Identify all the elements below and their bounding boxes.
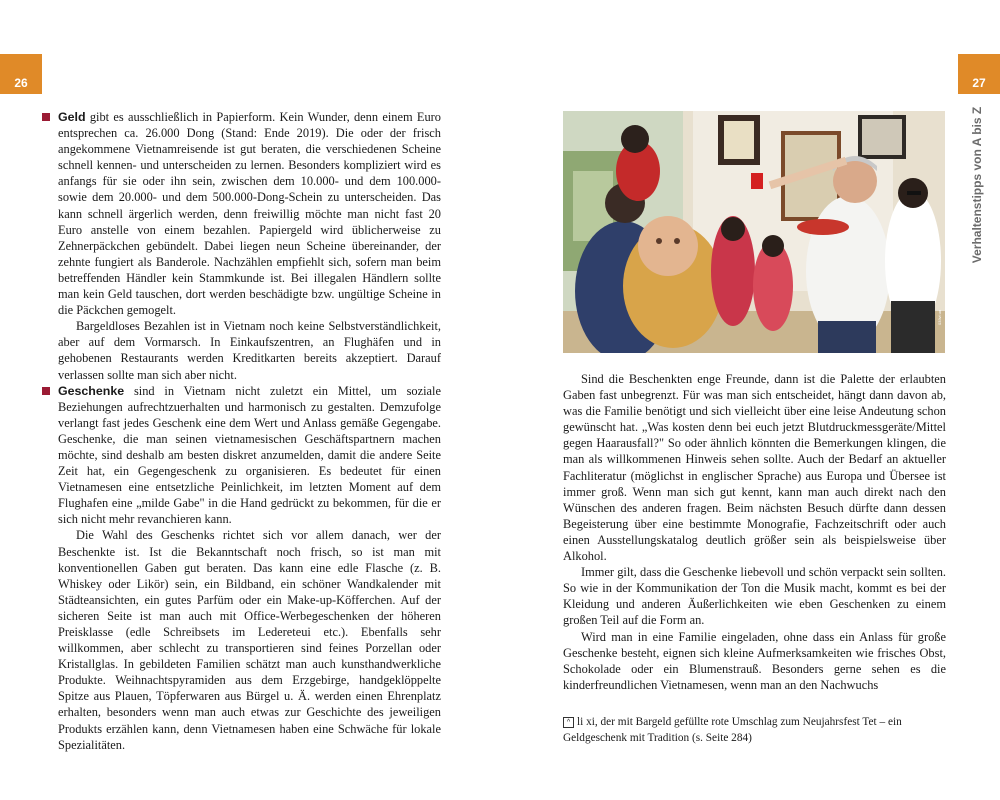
geld-text: gibt es ausschließlich in Papierform. Kein Wunder, denn einem Euro entsprechen ca. 26.000 Dong (Stand: Ende 2019). Die oder der frisch angekommene Vietnamreisende ist gut beraten, die verschiedenen Scheine schnell kennen- und unterscheiden zu lernen. Besonders kompliziert wird es anfangs für sie oder ihn sein, zwischen dem 10.000- und dem 100.000- sowie dem 20.000- und dem 500.000-Dong-Schein zu unterscheiden. Das kann schnell ärgerlich werden, denn freiwillig möchte man nicht fast 20 Euro anstelle von einem bezahlen. Papiergeld wird üblicherweise zu Zehnerpäckchen gebündelt. Dabei liegen neun Scheine übereinander, der zehnte fungiert als Banderole. Nachzählen empfiehlt sich, sofern man beim betreffenden Händler kein Stammkunde ist. Bei illegalen Händlern sollte man kein Geld tauschen, dort werden beschädigte bzw. ungültige Scheine in die Päckchen gemogelt. bbox=[58, 110, 441, 318]
photo-credit: 033vi ua bbox=[937, 309, 942, 325]
geschenke-text: sind in Vietnam nicht zuletzt ein Mittel, um soziale Beziehungen aufrechtzuerhalten und harmonisch zu gestalten. Demzufolge verlangt fast jedes Geschenk eine dem Wert und Anlass gemäße Gegengabe. Geschenke, die man seinen vietnamesischen Geschäftspartnern machen möchte, sind deshalb am besten diskret anzumelden, damit die andere Seite Zeit hat, ein Gegengeschenk zu organisieren. Es bedeutet für einen Vietnamesen eine entsetzliche Peinlichkeit, im letzten Moment auf dem Flughafen eine „milde Gabe" in die Hand gedrückt zu bekommen, für die er sich nicht mehr revanchieren kann. bbox=[58, 383, 441, 527]
geld-term: Geld bbox=[58, 110, 86, 124]
family-gift-photo bbox=[563, 111, 945, 353]
geld-paragraph-2: Bargeldloses Bezahlen ist in Vietnam noch keine Selbstverständlichkeit, aber auf dem Vormarsch. In Einkaufszentren, an Flughäfen und in gehobenen Restaurants werden Kreditkarten bereits akzeptiert. Darauf verlassen sollte man sich aber nicht. bbox=[58, 319, 441, 382]
bullet-marker-icon bbox=[42, 387, 50, 395]
running-title bbox=[966, 100, 988, 270]
caption-text: li xi, der mit Bargeld gefüllte rote Umschlag zum Neujahrsfest Tet – ein Geldgeschenk mit Tradition (s. Seite 284) bbox=[563, 716, 902, 744]
page-number-right: 27 bbox=[972, 76, 986, 90]
left-text-column bbox=[58, 109, 441, 753]
geschenke-term: Geschenke bbox=[58, 383, 125, 398]
right-text-column bbox=[563, 371, 946, 693]
page-number-tab-left bbox=[0, 54, 42, 94]
photo-illustration bbox=[563, 111, 945, 353]
caption-arrow-icon: ^ bbox=[563, 717, 574, 728]
geld-entry bbox=[58, 109, 441, 318]
geschenke-entry bbox=[58, 383, 441, 528]
page-number-left: 26 bbox=[14, 76, 28, 90]
running-title-text: Verhaltenstipps von A bis Z bbox=[970, 106, 984, 264]
right-paragraph-1: Sind die Beschenkten enge Freunde, dann ist die Palette der erlaubten Gaben fast unbegrenzt. Für was man sich entscheidet, hängt dann davon ab, was die Familie benötigt und sich vielleicht über eine leise Andeutung schon gewünscht hat. „Was kosten denn bei euch jetzt Blutdruckmessgeräte/Mittel gegen Haarausfall?" So oder ähnlich könnten die Bemerkungen klingen, die man als willkommenen Hinweis sehen sollte. Auch der Bedarf an aktueller Fachliteratur (möglichst in englischer Sprache) aus Europa und Übersee ist immer groß. Wenn man sich gut kennt, kann man auch direkt nach den Wünschen des anderen fragen. Beim nächsten Besuch dürfte dann dessen Begeisterung über eine bestimmte Monografie, Fachzeitschrift oder auch einen Ausstellungskatalog deutlich größer sein als beispielsweise über Alkohol. bbox=[563, 372, 946, 564]
page-number-tab-right bbox=[958, 54, 1000, 94]
photo-caption bbox=[563, 714, 947, 746]
bullet-marker-icon bbox=[42, 113, 50, 121]
geschenke-paragraph-2: Die Wahl des Geschenks richtet sich vor allem danach, wer der Beschenkte ist. Ist die Bekanntschaft noch frisch, so ist man mit konventionellen Gaben gut beraten. Das kann eine edle Flasche (z. B. Whiskey oder Likör) sein, ein Bildband, ein schöner Wandkalender mit Städteansichten, ein gutes Parfüm oder ein Make-up-Köfferchen. Auf der sicheren Seite ist man auch mit Office-Werbegeschenken der höheren Preisklasse (edle Schreibsets im Ledereteui etc.). Ebenfalls sehr willkommen, aber schlecht zu transportieren sind feines Porzellan oder Kristallglas. In gebildeten Familien schätzt man auch kunsthandwerkliche Produkte. Weihnachtspyramiden aus dem Erzgebirge, handgeklöppelte Spitze aus Plauen, Töpferwaren aus Bürgel u. Ä. werden einen Ehrenplatz erhalten, besonders wenn man auch etwas zur Geschichte des jeweiligen Produkts erzählen kann, denn Vietnamesen haben eine Schwäche für lokale Spezialitäten. bbox=[58, 528, 441, 752]
right-paragraph-3: Wird man in eine Familie eingeladen, ohne dass ein Anlass für große Geschenke besteht, eignen sich kleine Aufmerksamkeiten wie frisches Obst, Schokolade oder ein Blumenstrauß. Besonders gerne sehen es die kinderfreundlichen Vietnamesen, wenn man an den Nachwuchs bbox=[563, 629, 946, 692]
right-paragraph-2: Immer gilt, dass die Geschenke liebevoll und schön verpackt sein sollten. So wie in der Kommunikation der Ton die Musik macht, kommt es bei der Kleidung und anderen Äußerlichkeiten wie eben Geschenken zu einem großen Teil auf die Form an. bbox=[563, 565, 946, 628]
